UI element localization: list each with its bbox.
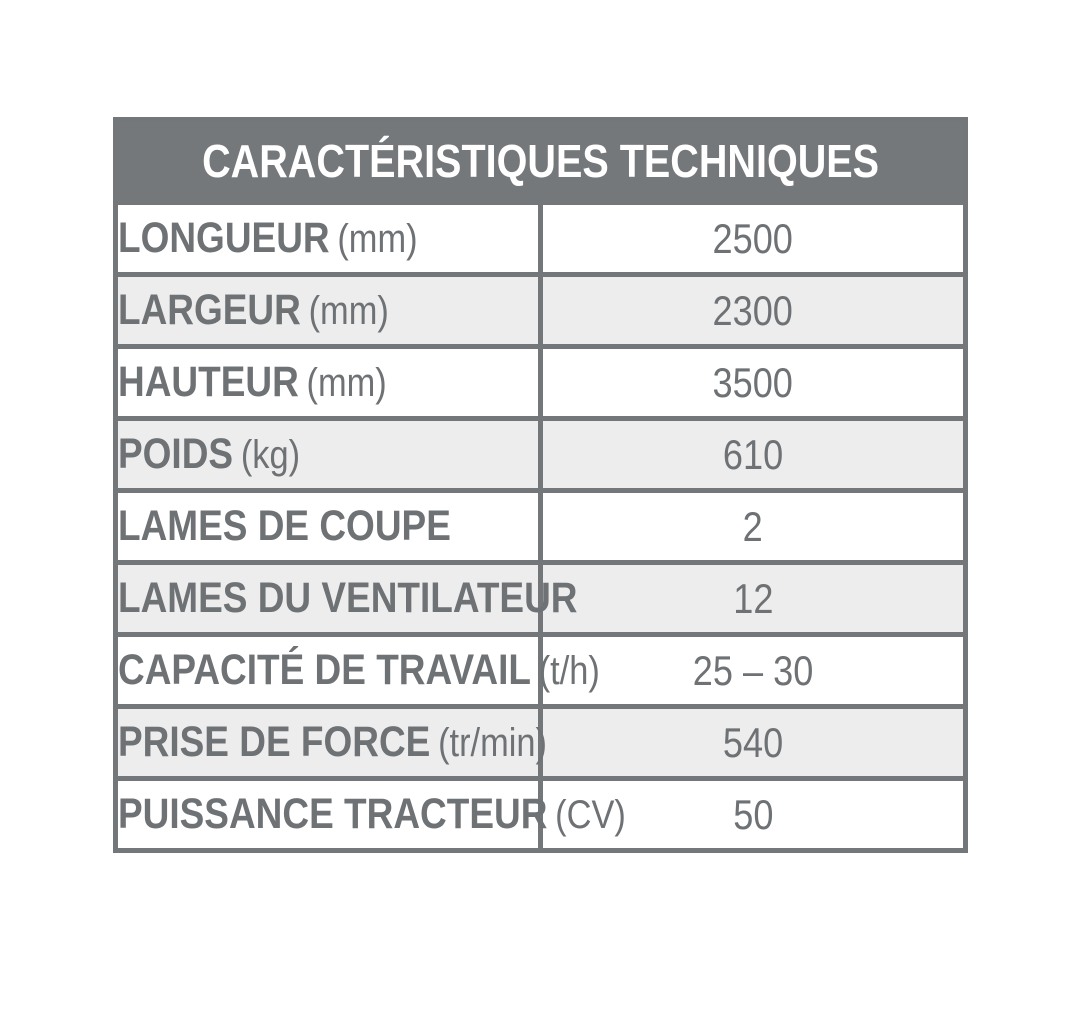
spec-value-cell xyxy=(541,203,966,275)
spec-unit: (mm) xyxy=(308,289,389,333)
spec-unit: (CV) xyxy=(555,793,626,837)
spec-value-cell xyxy=(541,707,966,779)
spec-label: CAPACITÉ DE TRAVAIL xyxy=(118,646,531,694)
table-row xyxy=(116,275,966,347)
spec-label-cell xyxy=(116,203,541,275)
spec-value-cell xyxy=(538,635,966,707)
table-row xyxy=(116,419,966,491)
table-row xyxy=(116,563,966,635)
spec-label-cell xyxy=(116,419,541,491)
table-row xyxy=(116,491,966,563)
spec-unit: (tr/min) xyxy=(438,721,547,765)
spec-unit: (t/h) xyxy=(538,649,600,693)
specs-table-body xyxy=(116,203,966,851)
spec-value: 2500 xyxy=(712,214,794,262)
spec-unit: (mm) xyxy=(337,217,418,261)
spec-label-cell xyxy=(116,563,578,635)
spec-value-cell xyxy=(541,347,966,419)
spec-value: 2 xyxy=(742,502,764,550)
spec-label-cell xyxy=(116,347,541,419)
table-title-text: CARACTÉRISTIQUES TECHNIQUES xyxy=(202,135,879,187)
spec-label-cell xyxy=(116,635,600,707)
spec-value: 50 xyxy=(732,790,774,838)
spec-value-cell xyxy=(541,563,966,635)
header-row xyxy=(116,120,966,203)
table-row xyxy=(116,707,966,779)
spec-label-cell xyxy=(116,275,541,347)
spec-label: PRISE DE FORCE xyxy=(118,718,431,766)
table-row xyxy=(116,203,966,275)
spec-label: PUISSANCE TRACTEUR xyxy=(118,790,548,838)
spec-label: LONGUEUR xyxy=(118,214,330,262)
table-row xyxy=(116,347,966,419)
spec-value-cell xyxy=(541,491,966,563)
spec-value: 2300 xyxy=(712,286,794,334)
spec-label-cell xyxy=(116,491,541,563)
specs-table-header xyxy=(116,120,966,203)
spec-unit: (kg) xyxy=(240,433,301,477)
technical-specs-table xyxy=(113,117,968,853)
spec-value: 12 xyxy=(732,574,774,622)
spec-label: HAUTEUR xyxy=(118,358,299,406)
spec-label: POIDS xyxy=(118,430,234,478)
table-row xyxy=(116,635,966,707)
spec-label: LARGEUR xyxy=(118,286,301,334)
spec-value: 610 xyxy=(722,430,784,478)
spec-label: LAMES DU VENTILATEUR xyxy=(118,574,578,622)
spec-value: 540 xyxy=(722,718,784,766)
spec-label: LAMES DE COUPE xyxy=(118,502,451,550)
spec-value: 3500 xyxy=(712,358,794,406)
spec-value: 25 – 30 xyxy=(692,646,814,694)
spec-value-cell xyxy=(541,275,966,347)
spec-unit: (mm) xyxy=(306,361,387,405)
spec-value-cell xyxy=(541,419,966,491)
spec-label-cell xyxy=(116,707,547,779)
table-title xyxy=(116,120,966,203)
table-row xyxy=(116,779,966,851)
spec-label-cell xyxy=(116,779,626,851)
